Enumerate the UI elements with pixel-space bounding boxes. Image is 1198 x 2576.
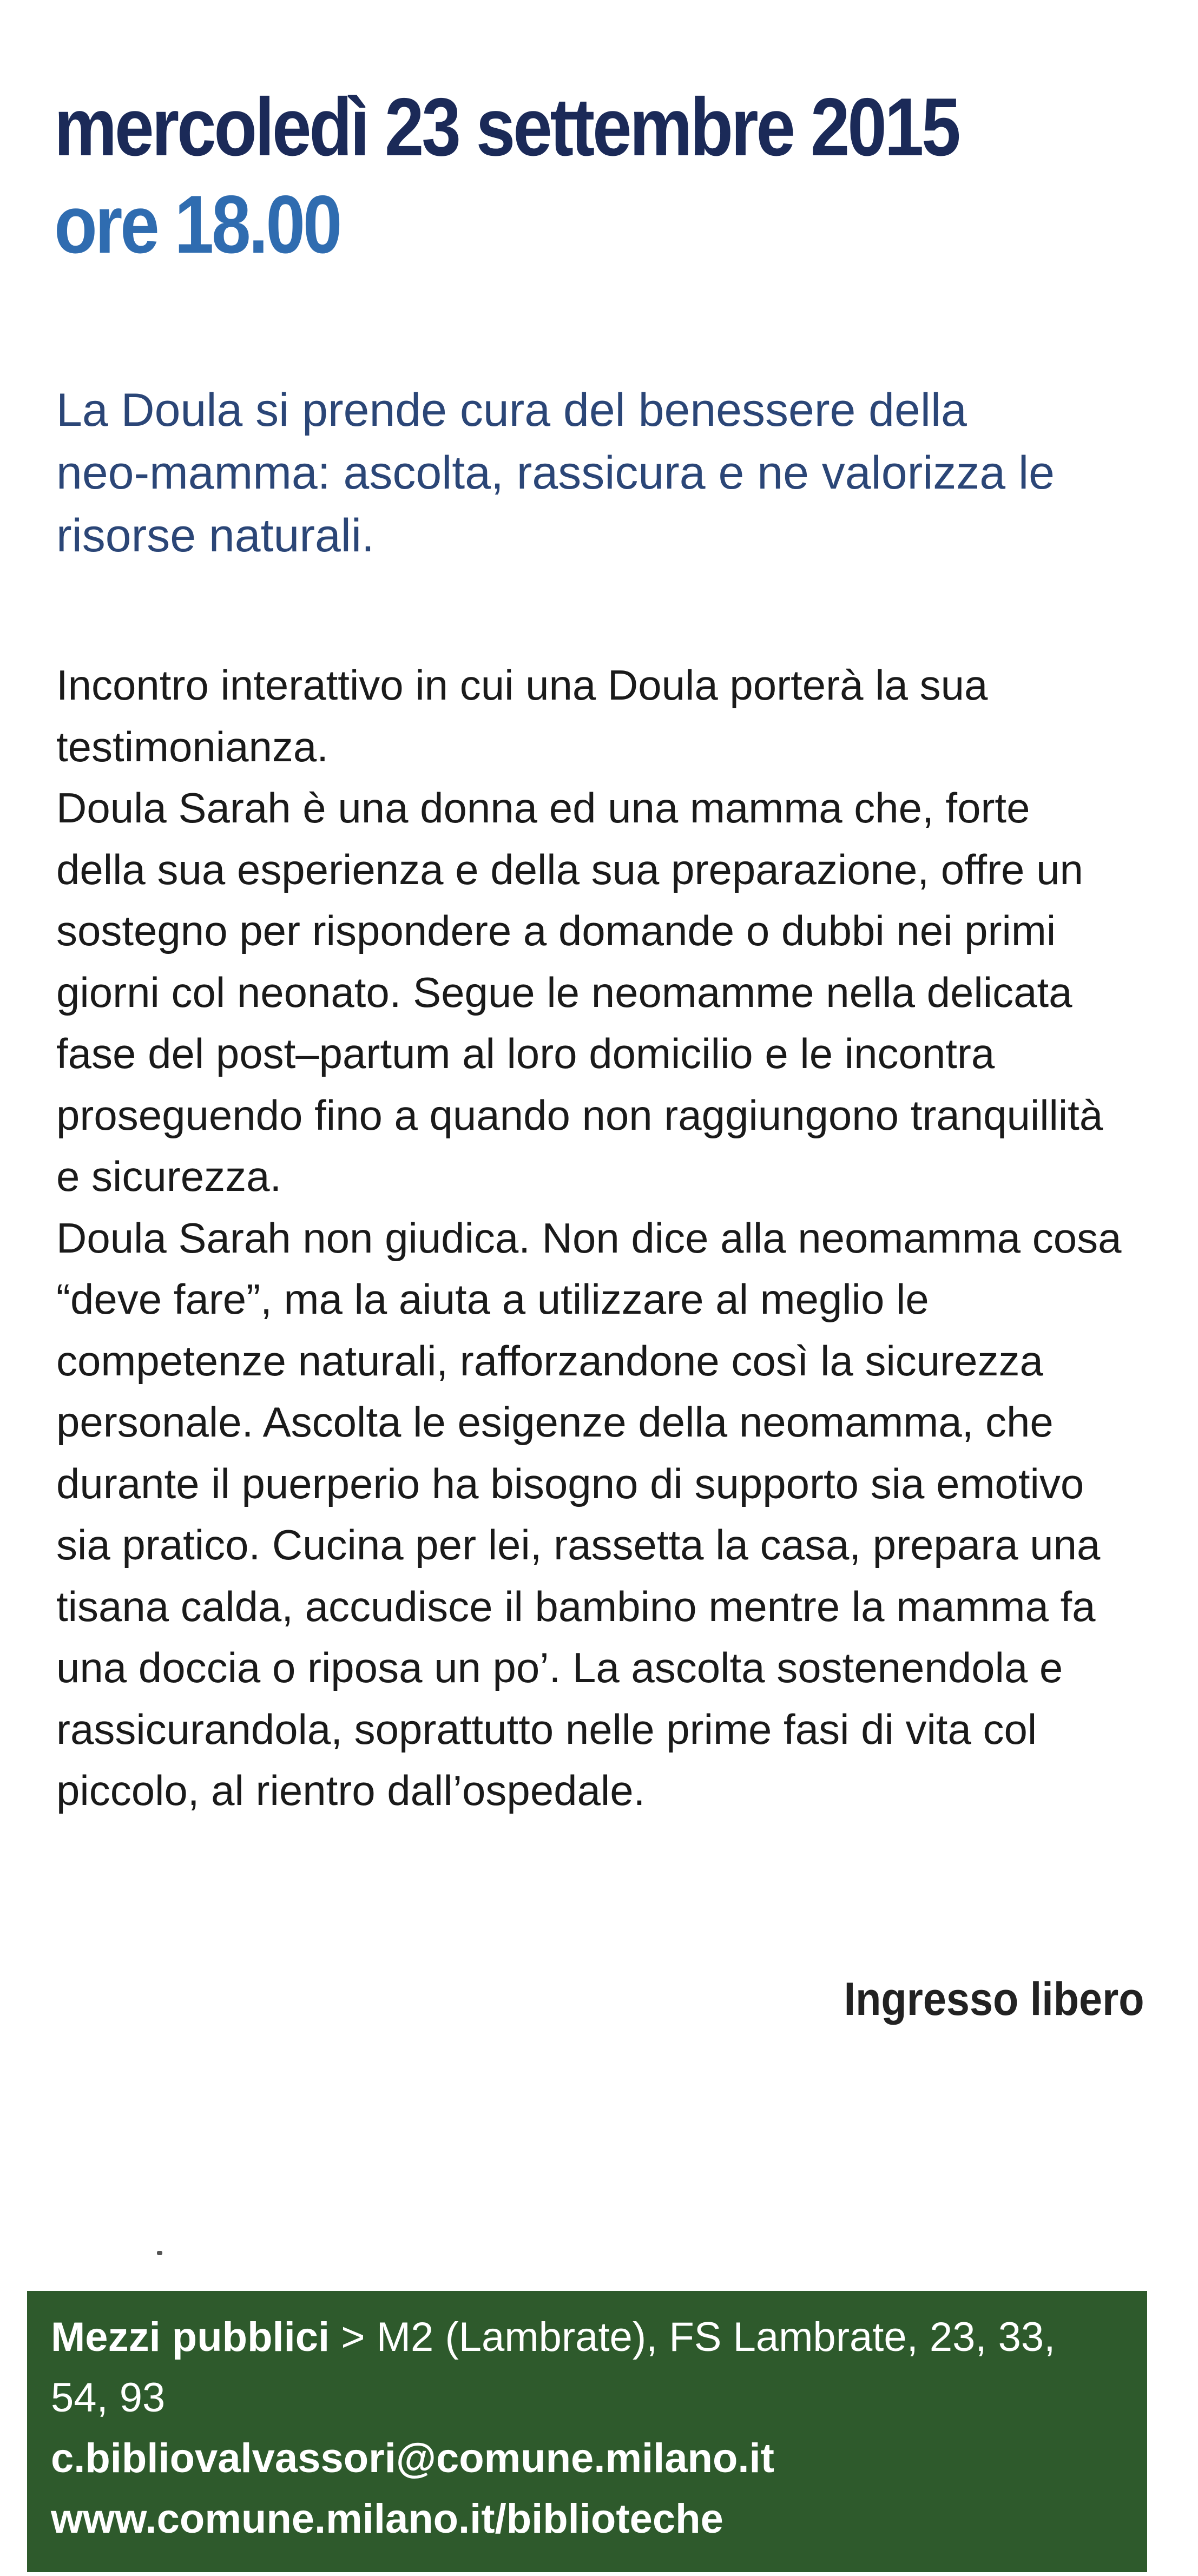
transport-info bbox=[51, 2307, 1123, 2368]
print-speck bbox=[157, 2251, 162, 2255]
body-line: personale. Ascolta le esigenze della neomamma, che bbox=[56, 1398, 1054, 1446]
body-line: Doula Sarah è una donna ed una mamma che, forte bbox=[56, 784, 1030, 832]
transport-separator: > bbox=[330, 2314, 377, 2360]
body-line: “deve fare”, ma la aiuta a utilizzare al meglio le bbox=[56, 1275, 929, 1323]
event-date: mercoledì 23 settembre 2015 bbox=[54, 81, 959, 173]
body-line: della sua esperienza e della sua preparazione, offre un bbox=[56, 845, 1083, 893]
body-line: giorni col neonato. Segue le neomamme nella delicata bbox=[56, 968, 1072, 1016]
description-body bbox=[56, 655, 1166, 1822]
intro-line: neo-mamma: ascolta, rassicura e ne valorizza le bbox=[56, 447, 1055, 499]
body-line: Doula Sarah non giudica. Non dice alla neomamma cosa bbox=[56, 1214, 1122, 1262]
info-footer bbox=[27, 2291, 1147, 2572]
website-link[interactable]: www.comune.milano.it/biblioteche bbox=[51, 2496, 723, 2542]
intro-line: La Doula si prende cura del benessere della bbox=[56, 384, 967, 436]
body-line: competenze naturali, rafforzandone così la sicurezza bbox=[56, 1336, 1043, 1385]
contact-email[interactable]: c.bibliovalvassori@comune.milano.it bbox=[51, 2435, 774, 2481]
free-entry-label: Ingresso libero bbox=[844, 1973, 1144, 2025]
intro-paragraph bbox=[56, 379, 1166, 567]
body-line: Incontro interattivo in cui una Doula porterà la sua bbox=[56, 661, 988, 709]
transport-lines: M2 (Lambrate), FS Lambrate, 23, 33, bbox=[376, 2314, 1056, 2360]
body-line: tisana calda, accudisce il bambino mentre la mamma fa bbox=[56, 1582, 1096, 1630]
body-line: testimonianza. bbox=[56, 722, 328, 770]
body-line: sia pratico. Cucina per lei, rassetta la casa, prepara una bbox=[56, 1521, 1101, 1569]
body-line: rassicurandola, soprattutto nelle prime fasi di vita col bbox=[56, 1705, 1037, 1753]
body-line: e sicurezza. bbox=[56, 1152, 282, 1200]
body-line: durante il puerperio ha bisogno di supporto sia emotivo bbox=[56, 1459, 1084, 1507]
body-line: sostegno per rispondere a domande o dubbi nei primi bbox=[56, 907, 1056, 954]
event-time: ore 18.00 bbox=[54, 179, 340, 271]
intro-line: risorse naturali. bbox=[56, 510, 374, 562]
body-line: una doccia o riposa un po’. La ascolta sostenendola e bbox=[56, 1644, 1063, 1691]
transport-info-cont: 54, 93 bbox=[51, 2375, 166, 2421]
transport-label: Mezzi pubblici bbox=[51, 2314, 330, 2360]
body-line: fase del post–partum al loro domicilio e le incontra bbox=[56, 1030, 995, 1077]
body-line: proseguendo fino a quando non raggiungono tranquillità bbox=[56, 1091, 1103, 1139]
body-line: piccolo, al rientro dall’ospedale. bbox=[56, 1767, 646, 1814]
